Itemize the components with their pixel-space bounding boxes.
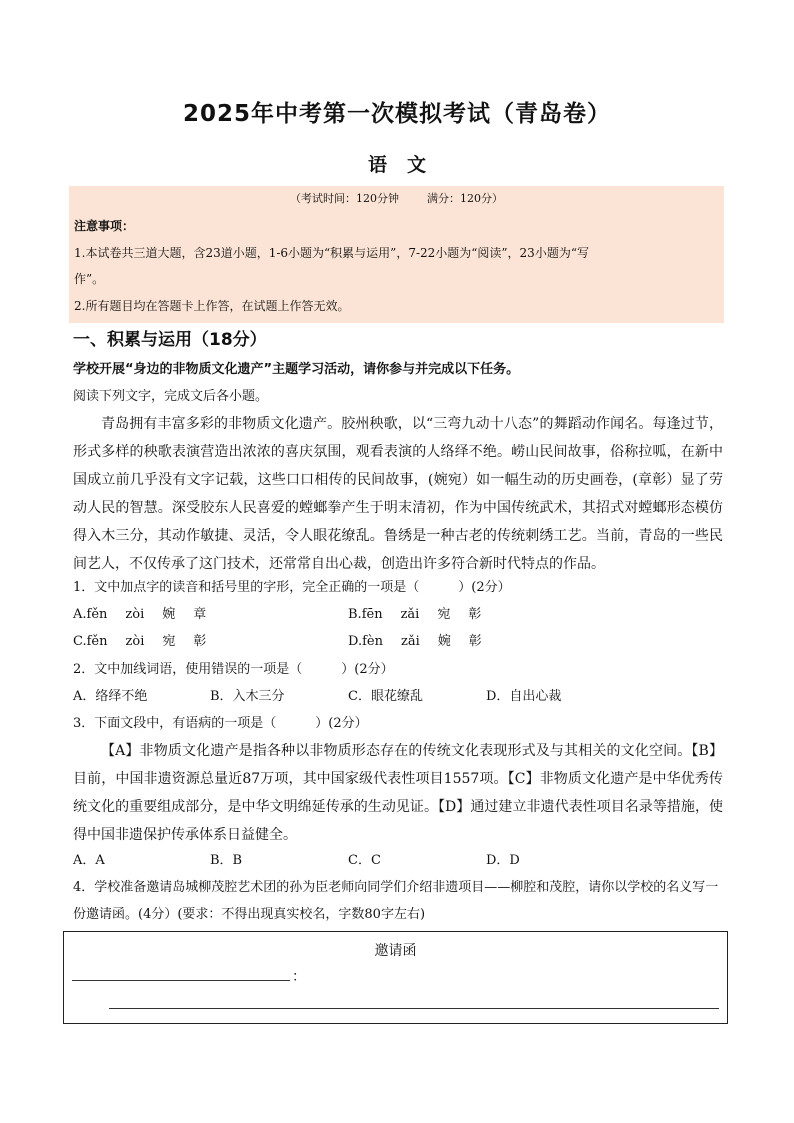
subject-title: 语文 [367, 154, 446, 176]
q3-option-a: A．A [73, 853, 105, 868]
notice-item-1-line-1: 1.本试卷共三道大题，含23道小题，1-6小题为“积累与运用”，7-22小题为“阅读”，23小题为“写 [74, 246, 589, 260]
invitation-title: 邀请函 [374, 943, 417, 959]
task-description: 学校开展“身边的非物质文化遗产”主题学习活动，请你参与并完成以下任务。 [73, 362, 520, 377]
reading-passage: 青岛拥有丰富多彩的非物质文化遗产。胶州秧歌，以“三弯九动十八态”的舞蹈动作闻名。每逢过节，形式多样的秧歌表演营造出浓浓的喜庆氛围，观看表演的人络绎不绝。崂山民间故事，俗称拉呱，在新中国成立前几乎没有文字记载，这些口口相传的民间故事，(婉宛）如一幅生动的历史画卷，(章彰）显了劳动人民的智慧。深受胶东人民喜爱的螳螂拳产生于明末清初，作为中国传统武术，其招式对螳螂形态模仿得入木三分，其动作敏捷、灵活，令人眼花缭乱。鲁绣是一种古老的传统刺绣工艺。当前，青岛的一些民间艺人，不仅传承了这门技术，还常常自出心裁，创造出许多符合新时代特点的作品。 [73, 416, 723, 572]
q3-option-d: D．D [486, 853, 520, 868]
body-blank-line[interactable] [109, 1008, 719, 1009]
exam-score: 满分：120分） [427, 192, 503, 205]
notice-heading: 注意事项： [74, 219, 135, 233]
q2-option-b: B．入木三分 [210, 689, 285, 704]
question-1-stem: 1．文中加点字的读音和括号里的字形，完全正确的一项是（ ）(2分） [73, 580, 511, 595]
invitation-answer-box [63, 931, 728, 1024]
question-3-options [73, 847, 723, 874]
q3-option-c: C．C [348, 853, 381, 868]
recipient-blank-line[interactable] [72, 980, 290, 981]
question-2-options [73, 683, 723, 710]
q3-option-b: B．B [210, 853, 243, 868]
question-3-passage: 【A】非物质文化遗产是指各种以非物质形态存在的传统文化表现形式及与其相关的文化空间。【B】目前，中国非遗资源总量近87万项，其中国家级代表性项目1557项。【C】非物质文化遗产是中华优秀传统文化的重要组成部分，是中华文明绵延传承的生动见证。【D】通过建立非遗代表性项目名录等措施，使得中国非遗保护传承体系日益健全。 [73, 743, 723, 843]
question-2-stem: 2．文中加线词语，使用错误的一项是（ ）(2分） [73, 662, 394, 677]
q2-option-c: C．眼花缭乱 [348, 689, 423, 704]
exam-time-score [69, 190, 724, 206]
notice-item-1-line-2: 作”。 [74, 272, 105, 286]
question-1-options-row-2 [73, 628, 723, 655]
question-1-options-row-1 [73, 601, 723, 628]
exam-title: 2025年中考第一次模拟考试（青岛卷） [182, 101, 611, 127]
q2-option-d: D．自出心裁 [486, 689, 562, 704]
q1-option-d: D.fèn zǎi 婉 彰 [348, 634, 482, 649]
q1-option-b: B.fēn zǎi 宛 彰 [348, 607, 482, 622]
section-title: 一、积累与运用（18分） [73, 330, 267, 350]
exam-time: （考试时间：120分钟 [290, 192, 399, 205]
recipient-colon: ： [292, 969, 306, 985]
q1-option-a: A.fěn zòi 婉 章 [73, 607, 207, 622]
question-4-stem: 4．学校准备邀请岛城柳茂腔艺术团的孙为臣老师向同学们介绍非遗项目——柳腔和茂腔，请你以学校的名义写一份邀请函。(4分）(要求：不得出现真实校名，字数80字左右) [73, 880, 719, 922]
notice-item-2: 2.所有题目均在答题卡上作答，在试题上作答无效。 [74, 299, 350, 313]
reading-instruction: 阅读下列文字，完成文后各小题。 [73, 389, 269, 404]
q1-option-c: C.fěn zòi 宛 彰 [73, 634, 207, 649]
q2-option-a: A．络绎不绝 [73, 689, 148, 704]
question-3-stem: 3．下面文段中，有语病的一项是（ ）(2分） [73, 716, 368, 731]
notice-box [69, 186, 724, 323]
